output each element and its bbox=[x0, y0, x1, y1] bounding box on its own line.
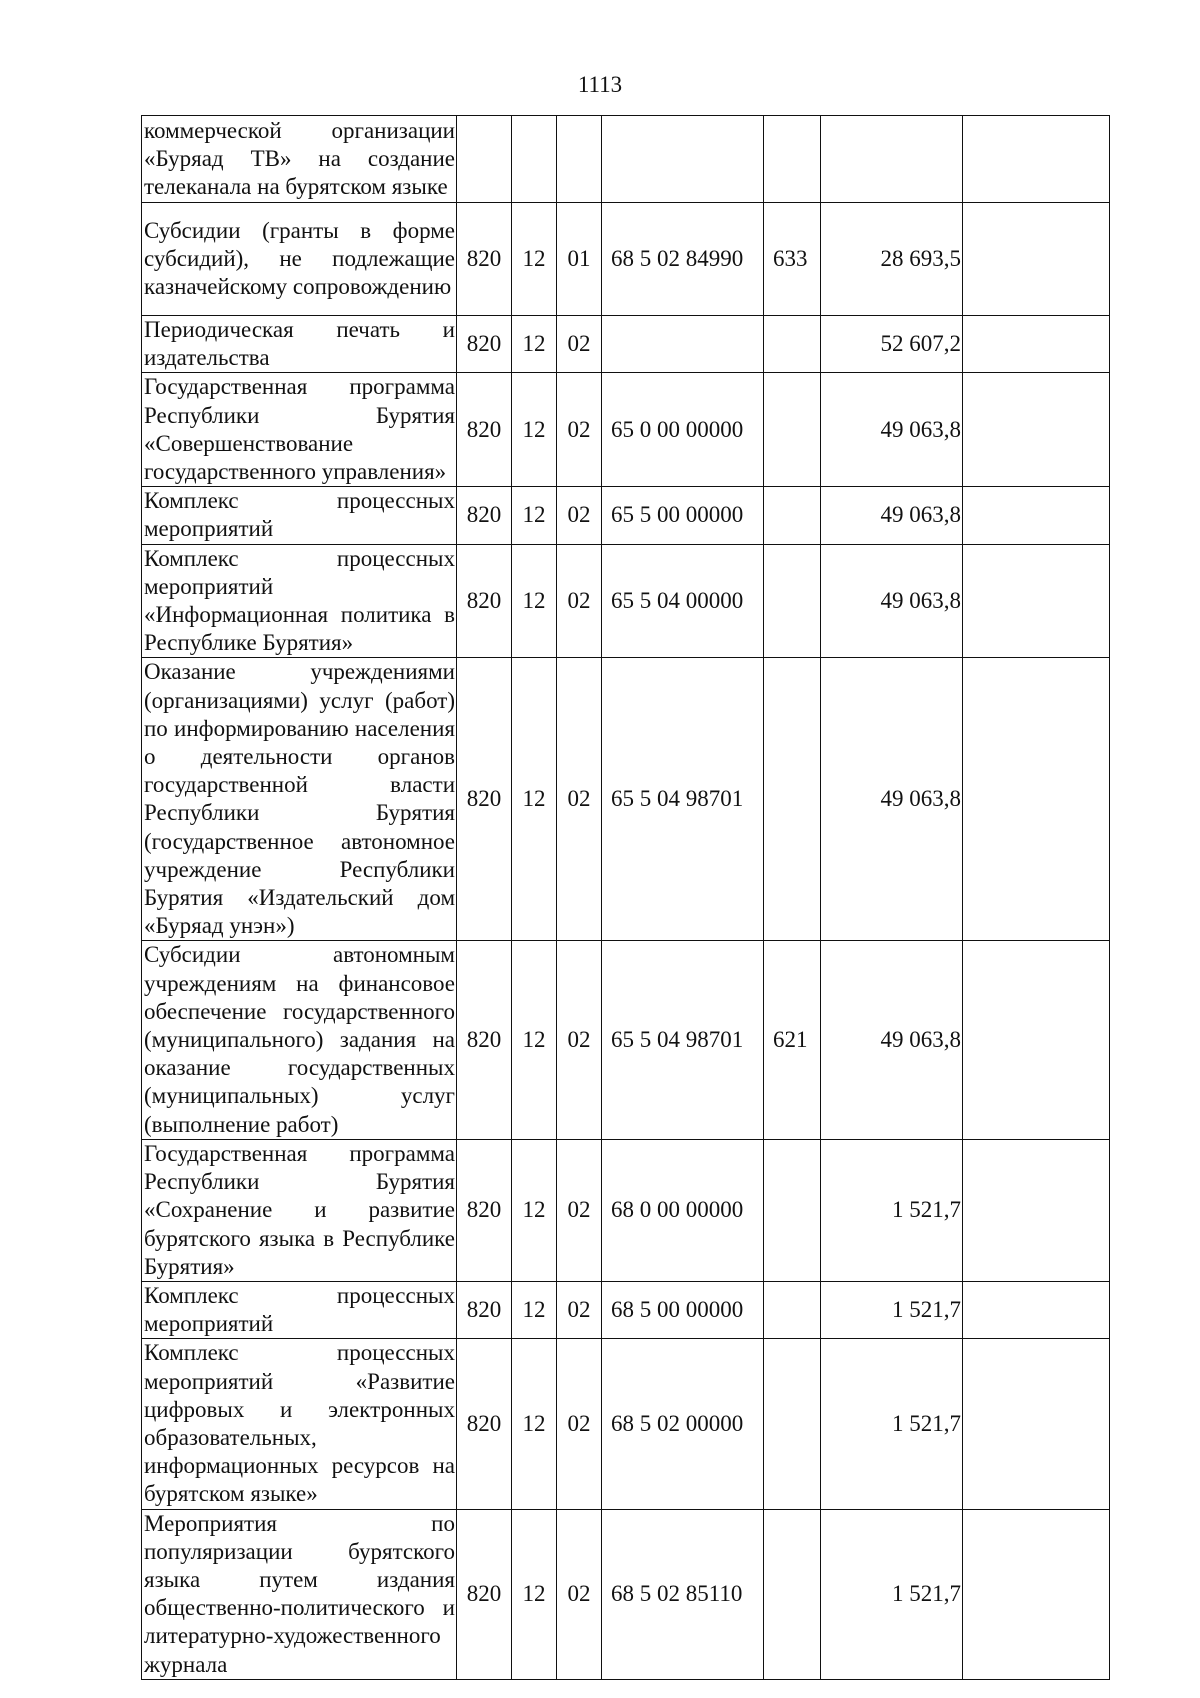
extra-cell bbox=[963, 1509, 1110, 1679]
section-code-cell: 12 bbox=[512, 941, 557, 1139]
section-code-cell: 12 bbox=[512, 1509, 557, 1679]
page-number: 1113 bbox=[577, 72, 623, 97]
section-code-cell: 12 bbox=[512, 487, 557, 544]
extra-cell bbox=[963, 116, 1110, 203]
section-code-cell: 12 bbox=[512, 1281, 557, 1338]
subsection-code-cell: 02 bbox=[557, 941, 602, 1139]
amount-cell: 28 693,5 bbox=[821, 203, 963, 316]
table-row bbox=[142, 1281, 1110, 1338]
expense-type-cell bbox=[764, 658, 821, 941]
subsection-code-cell: 02 bbox=[557, 1339, 602, 1509]
ministry-code-cell: 820 bbox=[457, 1339, 512, 1509]
amount-cell: 49 063,8 bbox=[821, 544, 963, 658]
target-article-cell: 65 0 00 00000 bbox=[602, 373, 764, 487]
expense-type-cell bbox=[764, 1509, 821, 1679]
subsection-code-cell: 02 bbox=[557, 1509, 602, 1679]
section-code-cell: 12 bbox=[512, 316, 557, 373]
target-article-cell: 65 5 04 00000 bbox=[602, 544, 764, 658]
subsection-code-cell: 02 bbox=[557, 373, 602, 487]
ministry-code-cell: 820 bbox=[457, 1281, 512, 1338]
subsection-code-cell: 02 bbox=[557, 658, 602, 941]
table-row bbox=[142, 1139, 1110, 1281]
ministry-code-cell: 820 bbox=[457, 316, 512, 373]
budget-table bbox=[141, 115, 1110, 1680]
extra-cell bbox=[963, 203, 1110, 316]
amount-cell: 49 063,8 bbox=[821, 373, 963, 487]
subsection-code-cell: 02 bbox=[557, 544, 602, 658]
table-row bbox=[142, 1339, 1110, 1509]
ministry-code-cell: 820 bbox=[457, 1509, 512, 1679]
amount-cell: 49 063,8 bbox=[821, 487, 963, 544]
section-code-cell: 12 bbox=[512, 658, 557, 941]
item-name-cell: Комплекс процессных мероприятий «Информационная политика в Республике Бурятия» bbox=[142, 544, 457, 658]
item-name-cell: Государственная программа Республики Бурятия «Сохранение и развитие бурятского языка в Республике Бурятия» bbox=[142, 1139, 457, 1281]
table-row bbox=[142, 658, 1110, 941]
expense-type-cell bbox=[764, 116, 821, 203]
extra-cell bbox=[963, 316, 1110, 373]
item-name-cell: Субсидии автономным учреждениям на финансовое обеспечение государственного (муниципального) задания на оказание государственных (муниципальных) услуг (выполнение работ) bbox=[142, 941, 457, 1139]
item-name-cell: Комплекс процессных мероприятий bbox=[142, 487, 457, 544]
amount-cell: 52 607,2 bbox=[821, 316, 963, 373]
ministry-code-cell bbox=[457, 116, 512, 203]
expense-type-cell bbox=[764, 487, 821, 544]
item-name-cell: Комплекс процессных мероприятий bbox=[142, 1281, 457, 1338]
extra-cell bbox=[963, 487, 1110, 544]
expense-type-cell bbox=[764, 373, 821, 487]
target-article-cell: 65 5 04 98701 bbox=[602, 941, 764, 1139]
amount-cell bbox=[821, 116, 963, 203]
expense-type-cell bbox=[764, 1139, 821, 1281]
amount-cell: 1 521,7 bbox=[821, 1281, 963, 1338]
amount-cell: 1 521,7 bbox=[821, 1139, 963, 1281]
table-row bbox=[142, 373, 1110, 487]
target-article-cell bbox=[602, 316, 764, 373]
ministry-code-cell: 820 bbox=[457, 941, 512, 1139]
table-row bbox=[142, 203, 1110, 316]
amount-cell: 49 063,8 bbox=[821, 941, 963, 1139]
ministry-code-cell: 820 bbox=[457, 658, 512, 941]
section-code-cell: 12 bbox=[512, 1139, 557, 1281]
ministry-code-cell: 820 bbox=[457, 203, 512, 316]
target-article-cell: 68 5 02 85110 bbox=[602, 1509, 764, 1679]
item-name-cell: коммерческой организации «Буряад ТВ» на создание телеканала на бурятском языке bbox=[142, 116, 457, 203]
expense-type-cell bbox=[764, 1339, 821, 1509]
item-name-cell: Периодическая печать и издательства bbox=[142, 316, 457, 373]
extra-cell bbox=[963, 1281, 1110, 1338]
subsection-code-cell bbox=[557, 116, 602, 203]
item-name-cell: Комплекс процессных мероприятий «Развитие цифровых и электронных образовательных, информационных ресурсов на бурятском языке» bbox=[142, 1339, 457, 1509]
subsection-code-cell: 02 bbox=[557, 1139, 602, 1281]
item-name-cell: Государственная программа Республики Бурятия «Совершенствование государственного управления» bbox=[142, 373, 457, 487]
table-row bbox=[142, 116, 1110, 203]
expense-type-cell: 621 bbox=[764, 941, 821, 1139]
ministry-code-cell: 820 bbox=[457, 487, 512, 544]
section-code-cell: 12 bbox=[512, 203, 557, 316]
extra-cell bbox=[963, 1139, 1110, 1281]
target-article-cell: 68 5 02 84990 bbox=[602, 203, 764, 316]
extra-cell bbox=[963, 373, 1110, 487]
amount-cell: 49 063,8 bbox=[821, 658, 963, 941]
table-row bbox=[142, 316, 1110, 373]
target-article-cell: 68 0 00 00000 bbox=[602, 1139, 764, 1281]
target-article-cell: 65 5 00 00000 bbox=[602, 487, 764, 544]
extra-cell bbox=[963, 544, 1110, 658]
table-row bbox=[142, 941, 1110, 1139]
subsection-code-cell: 01 bbox=[557, 203, 602, 316]
expense-type-cell bbox=[764, 1281, 821, 1338]
extra-cell bbox=[963, 1339, 1110, 1509]
item-name-cell: Мероприятия по популяризации бурятского языка путем издания общественно-политического и литературно-художественного журнала bbox=[142, 1509, 457, 1679]
subsection-code-cell: 02 bbox=[557, 316, 602, 373]
target-article-cell: 68 5 02 00000 bbox=[602, 1339, 764, 1509]
section-code-cell: 12 bbox=[512, 544, 557, 658]
target-article-cell bbox=[602, 116, 764, 203]
amount-cell: 1 521,7 bbox=[821, 1339, 963, 1509]
extra-cell bbox=[963, 941, 1110, 1139]
amount-cell: 1 521,7 bbox=[821, 1509, 963, 1679]
ministry-code-cell: 820 bbox=[457, 544, 512, 658]
section-code-cell: 12 bbox=[512, 373, 557, 487]
ministry-code-cell: 820 bbox=[457, 373, 512, 487]
subsection-code-cell: 02 bbox=[557, 1281, 602, 1338]
table-row bbox=[142, 544, 1110, 658]
subsection-code-cell: 02 bbox=[557, 487, 602, 544]
table-row bbox=[142, 1509, 1110, 1679]
expense-type-cell bbox=[764, 544, 821, 658]
target-article-cell: 68 5 00 00000 bbox=[602, 1281, 764, 1338]
ministry-code-cell: 820 bbox=[457, 1139, 512, 1281]
item-name-cell: Оказание учреждениями (организациями) услуг (работ) по информированию населения о деятельности органов государственной власти Республики Бурятия (государственное автономное учреждение Республики Бурятия «Издательский дом «Буряад унэн») bbox=[142, 658, 457, 941]
target-article-cell: 65 5 04 98701 bbox=[602, 658, 764, 941]
item-name-cell: Субсидии (гранты в форме субсидий), не подлежащие казначейскому сопровождению bbox=[142, 203, 457, 316]
expense-type-cell: 633 bbox=[764, 203, 821, 316]
extra-cell bbox=[963, 658, 1110, 941]
table-row bbox=[142, 487, 1110, 544]
section-code-cell bbox=[512, 116, 557, 203]
section-code-cell: 12 bbox=[512, 1339, 557, 1509]
expense-type-cell bbox=[764, 316, 821, 373]
